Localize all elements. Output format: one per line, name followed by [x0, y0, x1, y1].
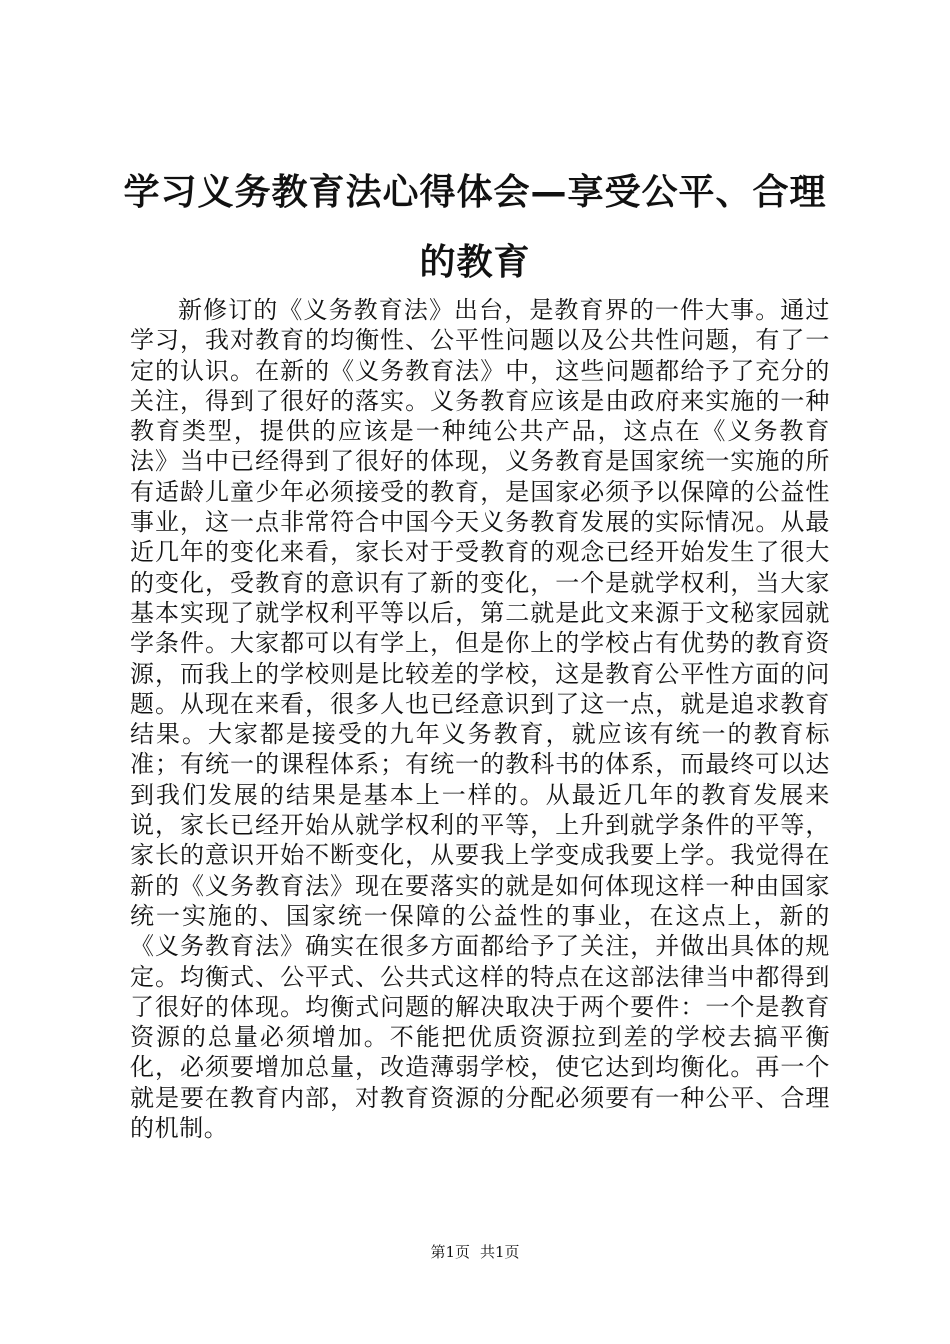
document-title: 学习义务教育法心得体会—享受公平、合理的教育	[123, 172, 827, 283]
body-paragraph: 新修订的《义务教育法》出台，是教育界的一件大事。通过学习，我对教育的均衡性、公平性问题以及公共性问题，有了一定的认识。在新的《义务教育法》中，这些问题都给予了充分的关注，得到了很好的落实。义务教育应该是由政府来实施的一种教育类型，提供的应该是一种纯公共产品，这点在《义务教育法》当中已经得到了很好的体现，义务教育是国家统一实施的所有适龄儿童少年必须接受的教育，是国家必须予以保障的公益性事业，这一点非常符合中国今天义务教育发展的实际情况。从最近几年的变化来看，家长对于受教育的观念已经开始发生了很大的变化，受教育的意识有了新的变化，一个是就学权利，当大家基本实现了就学权利平等以后，第二就是此文来源于文秘家园就学条件。大家都可以有学上，但是你上的学校占有优势的教育资源，而我上的学校则是比较差的学校，这是教育公平性方面的问题。从现在来看，很多人也已经意识到了这一点，就是追求教育结果。大家都是接受的九年义务教育，就应该有统一的教育标准；有统一的课程体系；有统一的教科书的体系，而最终可以达到我们发展的结果是基本上一样的。从最近几年的教育发展来说，家长已经开始从就学权利的平等，上升到就学条件的平等，家长的意识开始不断变化，从要我上学变成我要上学。我觉得在新的《义务教育法》现在要落实的就是如何体现这样一种由国家统一实施的、国家统一保障的公益性的事业，在这点上，新的《义务教育法》确实在很多方面都给予了关注，并做出具体的规定。均衡式、公平式、公共式这样的特点在这部法律当中都得到了很好的体现。均衡式问题的解决取决于两个要件：一个是教育资源的总量必须增加。不能把优质资源拉到差的学校去搞平衡化，必须要增加总量，改造薄弱学校，使它达到均衡化。再一个就是要在教育内部，对教育资源的分配必须要有一种公平、合理的机制。	[130, 296, 830, 1143]
page-footer	[0, 1242, 950, 1262]
page-total: 共1页	[480, 1243, 520, 1261]
page-number: 第1页	[430, 1243, 470, 1261]
